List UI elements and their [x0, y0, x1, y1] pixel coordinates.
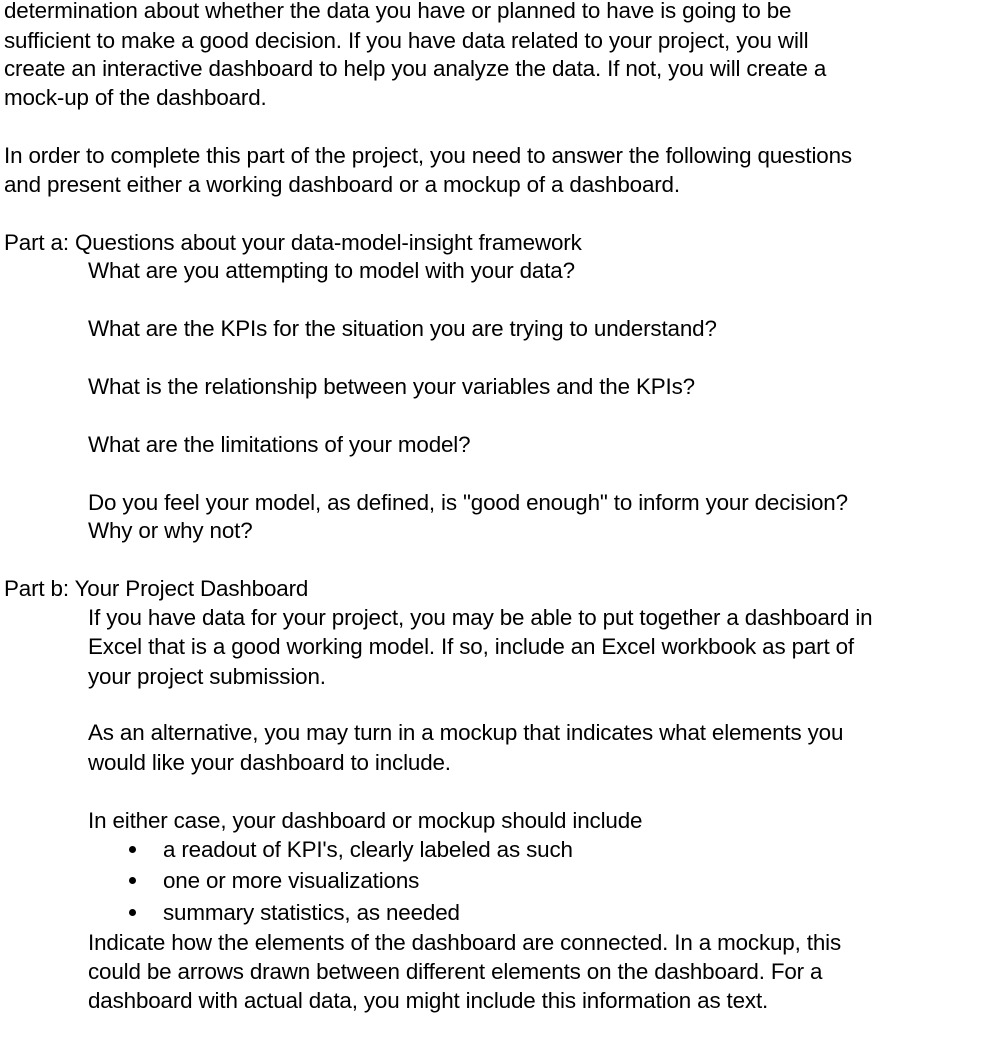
- bullet-item-visualizations: one or more visualizations: [163, 868, 420, 893]
- part-b-list-intro: In either case, your dashboard or mockup should include: [88, 808, 643, 833]
- intro-line-3: create an interactive dashboard to help you analyze the data. If not, you will create a: [4, 56, 827, 81]
- part-b-paragraph1-line-2: Excel that is a good working model. If so, include an Excel workbook as part of: [88, 634, 855, 659]
- intro-line-2: sufficient to make a good decision. If you have data related to your project, you will: [4, 28, 809, 53]
- part-b-paragraph1-line-3: your project submission.: [88, 664, 326, 689]
- bullet-dot: [129, 909, 136, 916]
- part-b-paragraph3-line-2: could be arrows drawn between different elements on the dashboard. For a: [88, 959, 823, 984]
- intro-line-4: mock-up of the dashboard.: [4, 85, 267, 110]
- part-a-question-5: Do you feel your model, as defined, is "good enough" to inform your decision?: [88, 490, 848, 515]
- bullet-item-summary-statistics: summary statistics, as needed: [163, 900, 460, 925]
- bullet-item-kpi-readout: a readout of KPI's, clearly labeled as such: [163, 837, 573, 862]
- part-a-question-1: What are you attempting to model with your data?: [88, 258, 575, 283]
- part-b-paragraph3-line-1: Indicate how the elements of the dashboard are connected. In a mockup, this: [88, 930, 841, 955]
- bullet-dot: [129, 877, 136, 884]
- part-b-heading: Part b: Your Project Dashboard: [4, 576, 309, 601]
- part-b-paragraph1-line-1: If you have data for your project, you may be able to put together a dashboard in: [88, 605, 873, 630]
- part-a-question-2: What are the KPIs for the situation you are trying to understand?: [88, 316, 717, 341]
- intro-line-1: determination about whether the data you have or planned to have is going to be: [4, 0, 792, 23]
- part-b-paragraph2-line-2: would like your dashboard to include.: [88, 750, 451, 775]
- part-a-question-4: What are the limitations of your model?: [88, 432, 471, 457]
- bullet-dot: [129, 846, 136, 853]
- part-b-paragraph3-line-3: dashboard with actual data, you might include this information as text.: [88, 988, 769, 1013]
- part-b-paragraph2-line-1: As an alternative, you may turn in a mockup that indicates what elements you: [88, 720, 844, 745]
- instructions-line-2: and present either a working dashboard or a mockup of a dashboard.: [4, 172, 680, 197]
- part-a-question-3: What is the relationship between your variables and the KPIs?: [88, 374, 695, 399]
- instructions-line-1: In order to complete this part of the project, you need to answer the following questions: [4, 143, 852, 168]
- part-a-heading: Part a: Questions about your data-model-insight framework: [4, 230, 582, 255]
- part-a-question-5-continued: Why or why not?: [88, 518, 253, 543]
